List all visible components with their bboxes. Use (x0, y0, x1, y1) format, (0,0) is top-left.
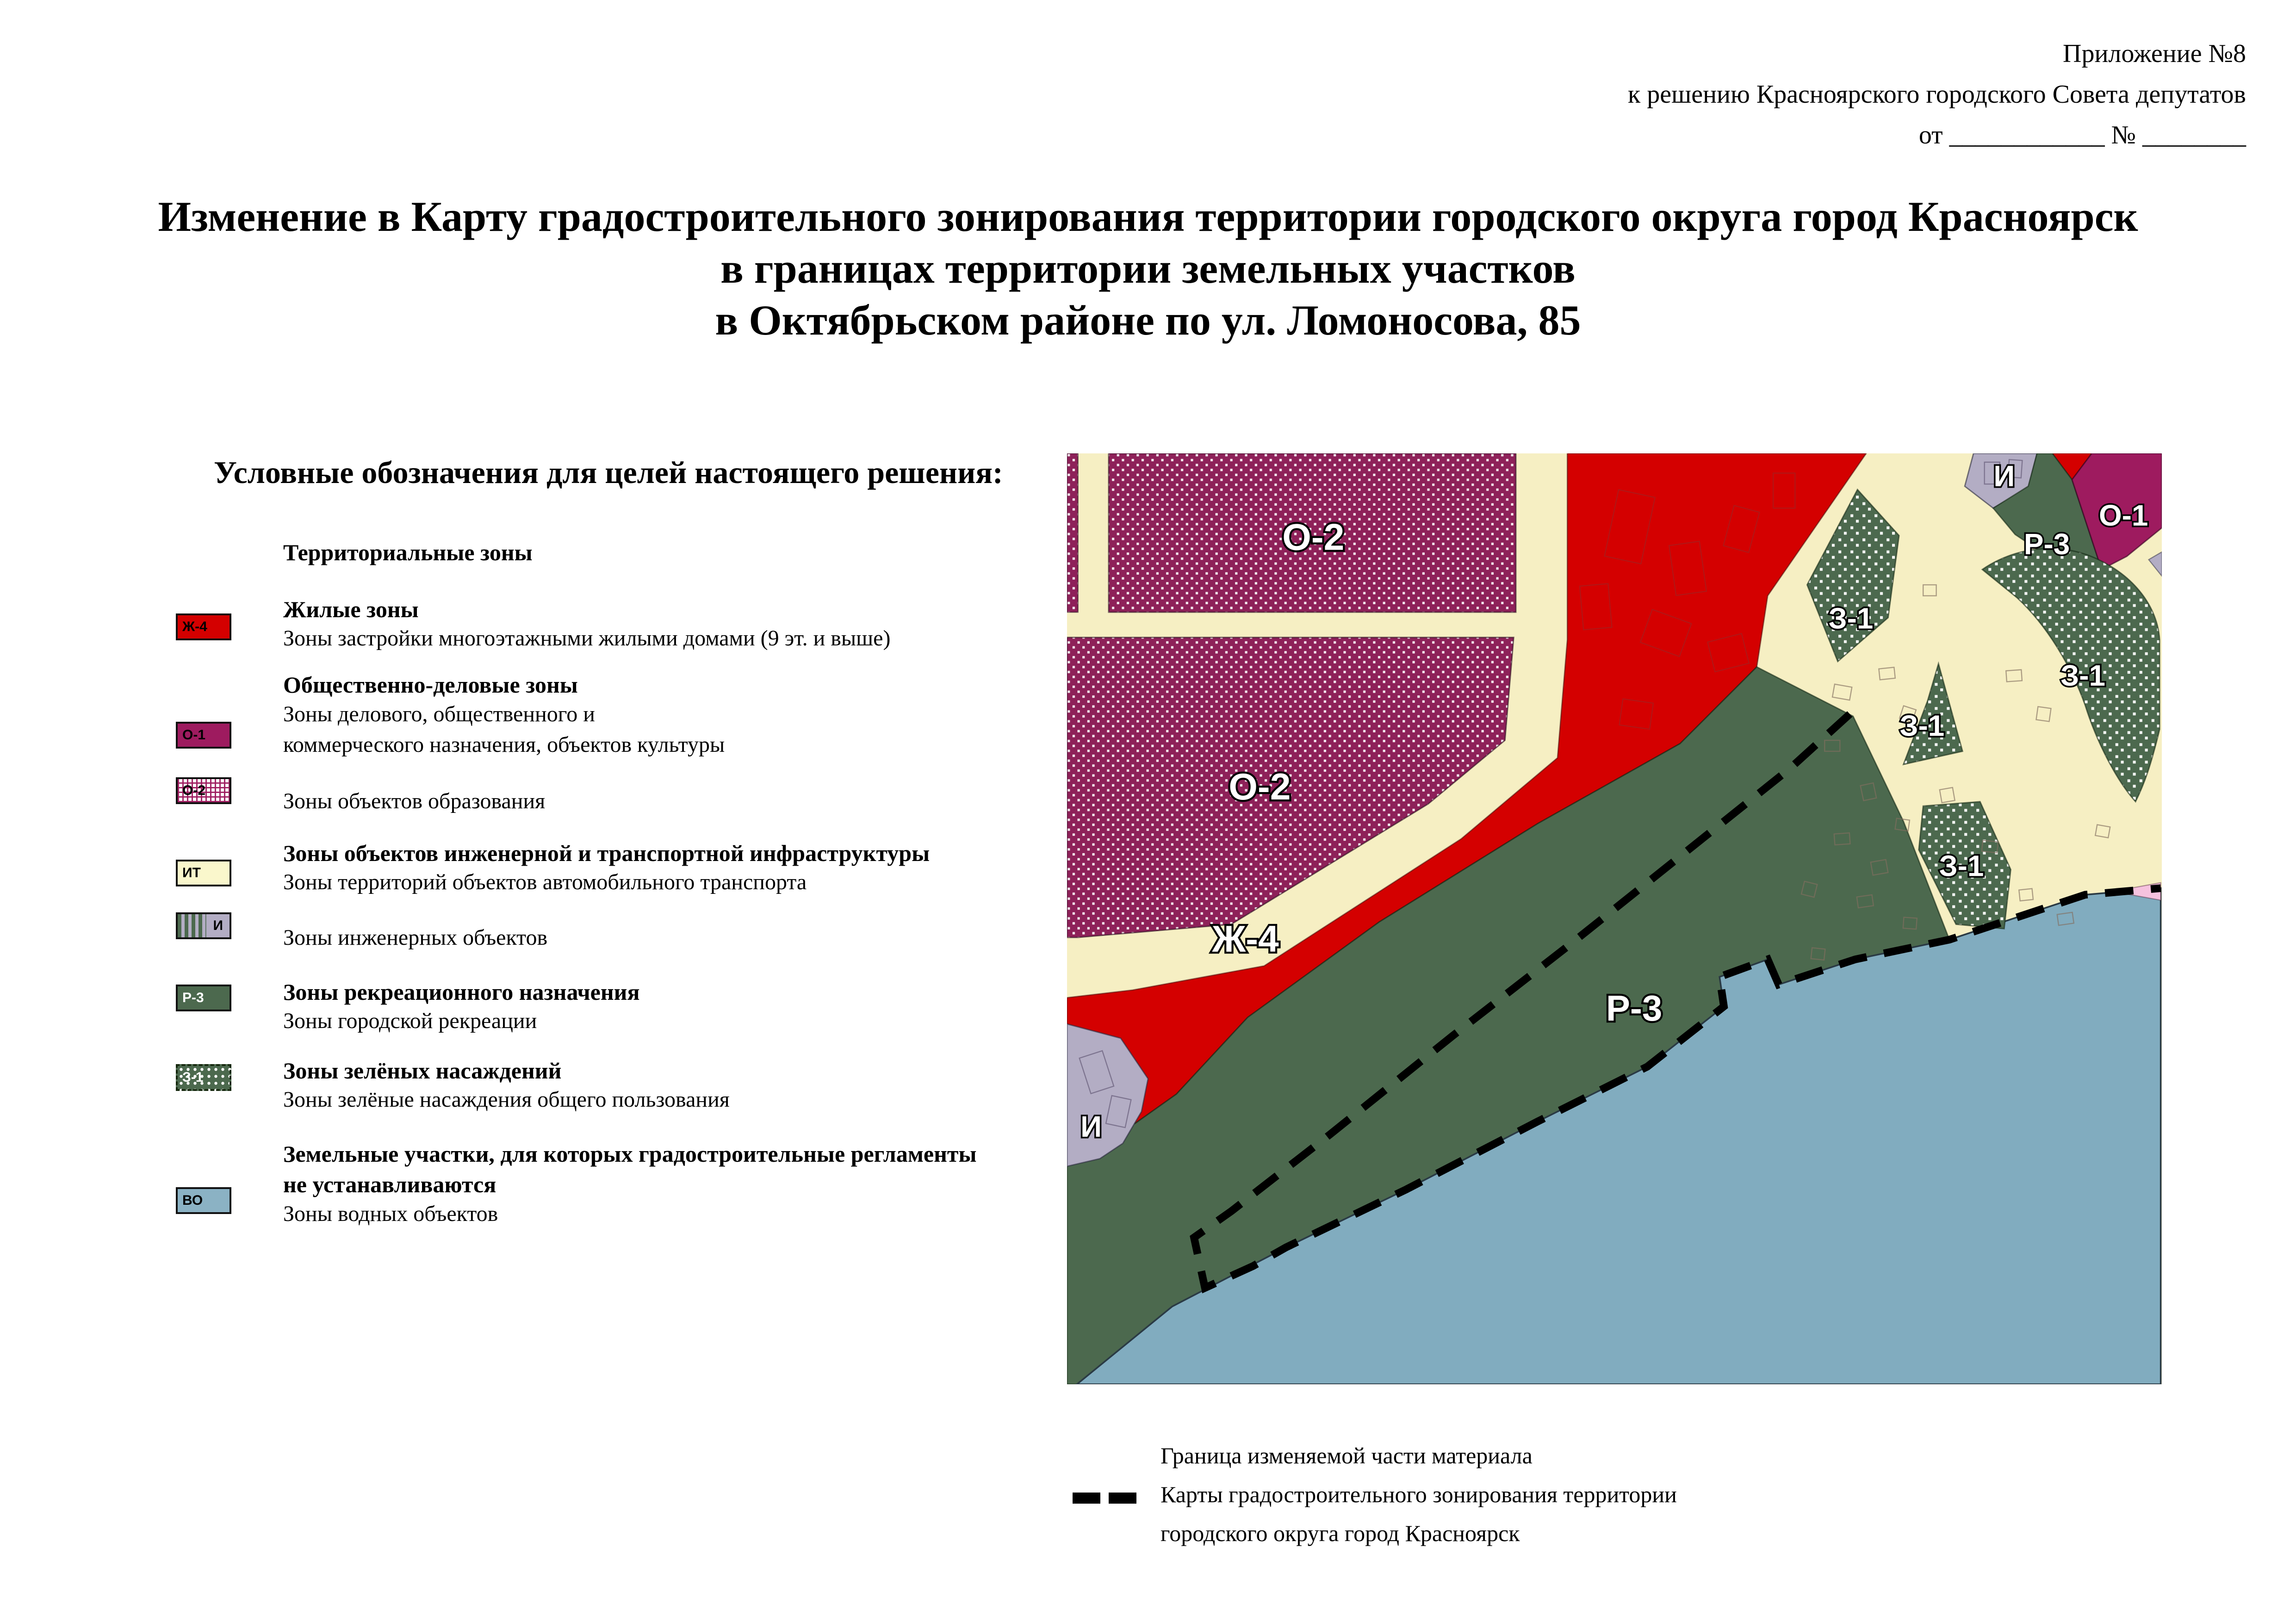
legend-it-desc: Зоны территорий объектов автомобильного транспорта (283, 870, 807, 894)
swatch-label-r3: Р-3 (182, 990, 204, 1005)
zoning-map (1067, 453, 2162, 1384)
legend-zh4-title: Жилые зоны (283, 596, 419, 622)
map-label-З-1-6: З-1 (2060, 658, 2106, 692)
swatch-label-zh4: Ж-4 (182, 619, 207, 634)
map-label-Р-3-8: Р-3 (2023, 527, 2070, 561)
swatch-label-o1: О-1 (182, 727, 206, 743)
swatch-label-o2: О-2 (182, 783, 206, 798)
legend-vo-desc: Зоны водных объектов (283, 1202, 498, 1226)
map-label-О-1-9: О-1 (2098, 499, 2148, 533)
map-label-З-1-5: З-1 (1899, 709, 1945, 743)
title-line2: в границах территории земельных участков (720, 245, 1576, 292)
swatch-label-z1: З-1 (182, 1070, 204, 1085)
footer-line3: городского округа город Красноярск (1160, 1520, 1520, 1546)
legend-zh4-desc: Зоны застройки многоэтажными жилыми домами (9 эт. и выше) (283, 626, 891, 650)
footer-line2: Карты градостроительного зонирования территории (1160, 1481, 1677, 1507)
legend-r3-desc: Зоны городской рекреации (283, 1009, 537, 1033)
zone-o2-sliver (1067, 453, 1078, 612)
legend-z1-desc: Зоны зелёные насаждения общего пользования (283, 1087, 730, 1112)
legend-vo-title1: Земельные участки, для которых градостроительные регламенты (283, 1141, 977, 1167)
footer-legend (1160, 1436, 1677, 1553)
legend-r3-title: Зоны рекреационного назначения (283, 979, 640, 1005)
legend-section-territorial: Территориальные зоны (283, 539, 533, 565)
legend-o2-desc: Зоны объектов образования (283, 789, 546, 813)
map-label-И-11: И (1080, 1110, 1102, 1144)
legend-i-desc: Зоны инженерных объектов (283, 925, 548, 950)
legend-o1-desc1: Зоны делового, общественного и (283, 702, 595, 726)
title-line3: в Октябрьском районе по ул. Ломоносова, 85 (715, 297, 1581, 344)
map-label-Р-3-3: Р-3 (1606, 988, 1663, 1029)
appendix-line2: к решению Красноярского городского Совета депутатов (1628, 80, 2246, 109)
legend-swatch-zh4 (176, 613, 231, 640)
legend-vo-title2: не устанавливаются (283, 1171, 496, 1197)
dash-icon (1109, 1493, 1136, 1504)
swatch-label-i: И (213, 918, 223, 933)
legend-swatch-o1 (176, 722, 231, 749)
map-label-О-2-1: О-2 (1229, 766, 1291, 808)
footer-line1: Граница изменяемой части материала (1160, 1443, 1533, 1468)
legend-heading: Условные обозначения для целей настоящего решения: (214, 455, 1003, 490)
page-title (0, 191, 2296, 346)
swatch-label-vo: ВО (182, 1193, 203, 1208)
map-label-И-10: И (1993, 459, 2015, 493)
legend-swatch-i (176, 912, 231, 939)
legend-o1-desc2: коммерческого назначения, объектов культуры (283, 732, 725, 757)
boundary-dash-symbol (1073, 1493, 1142, 1504)
legend-z1-title: Зоны зелёных насаждений (283, 1058, 562, 1084)
legend-swatch-r3 (176, 985, 231, 1011)
map-label-З-1-7: З-1 (1939, 849, 1984, 883)
legend-swatch-it (176, 860, 231, 886)
map-label-О-2-0: О-2 (1282, 516, 1345, 558)
map-label-Ж-4-2: Ж-4 (1212, 918, 1279, 960)
legend-swatch-z1 (176, 1064, 231, 1091)
dash-icon (1073, 1493, 1100, 1504)
appendix-line3: от ____________ № ________ (1918, 121, 2246, 149)
legend-swatch-o2 (176, 777, 231, 804)
legend-it-title: Зоны объектов инженерной и транспортной инфраструктуры (283, 840, 930, 866)
appendix-block (1628, 33, 2246, 155)
map-label-З-1-4: З-1 (1828, 601, 1874, 635)
title-line1: Изменение в Карту градостроительного зонирования территории городского округа город Красноярск (158, 193, 2138, 240)
zoning-map-svg (1067, 453, 2162, 1384)
legend-swatch-vo (176, 1187, 231, 1214)
legend-o1-title: Общественно-деловые зоны (283, 672, 578, 698)
appendix-line1: Приложение №8 (2063, 39, 2246, 68)
swatch-label-it: ИТ (182, 865, 201, 880)
